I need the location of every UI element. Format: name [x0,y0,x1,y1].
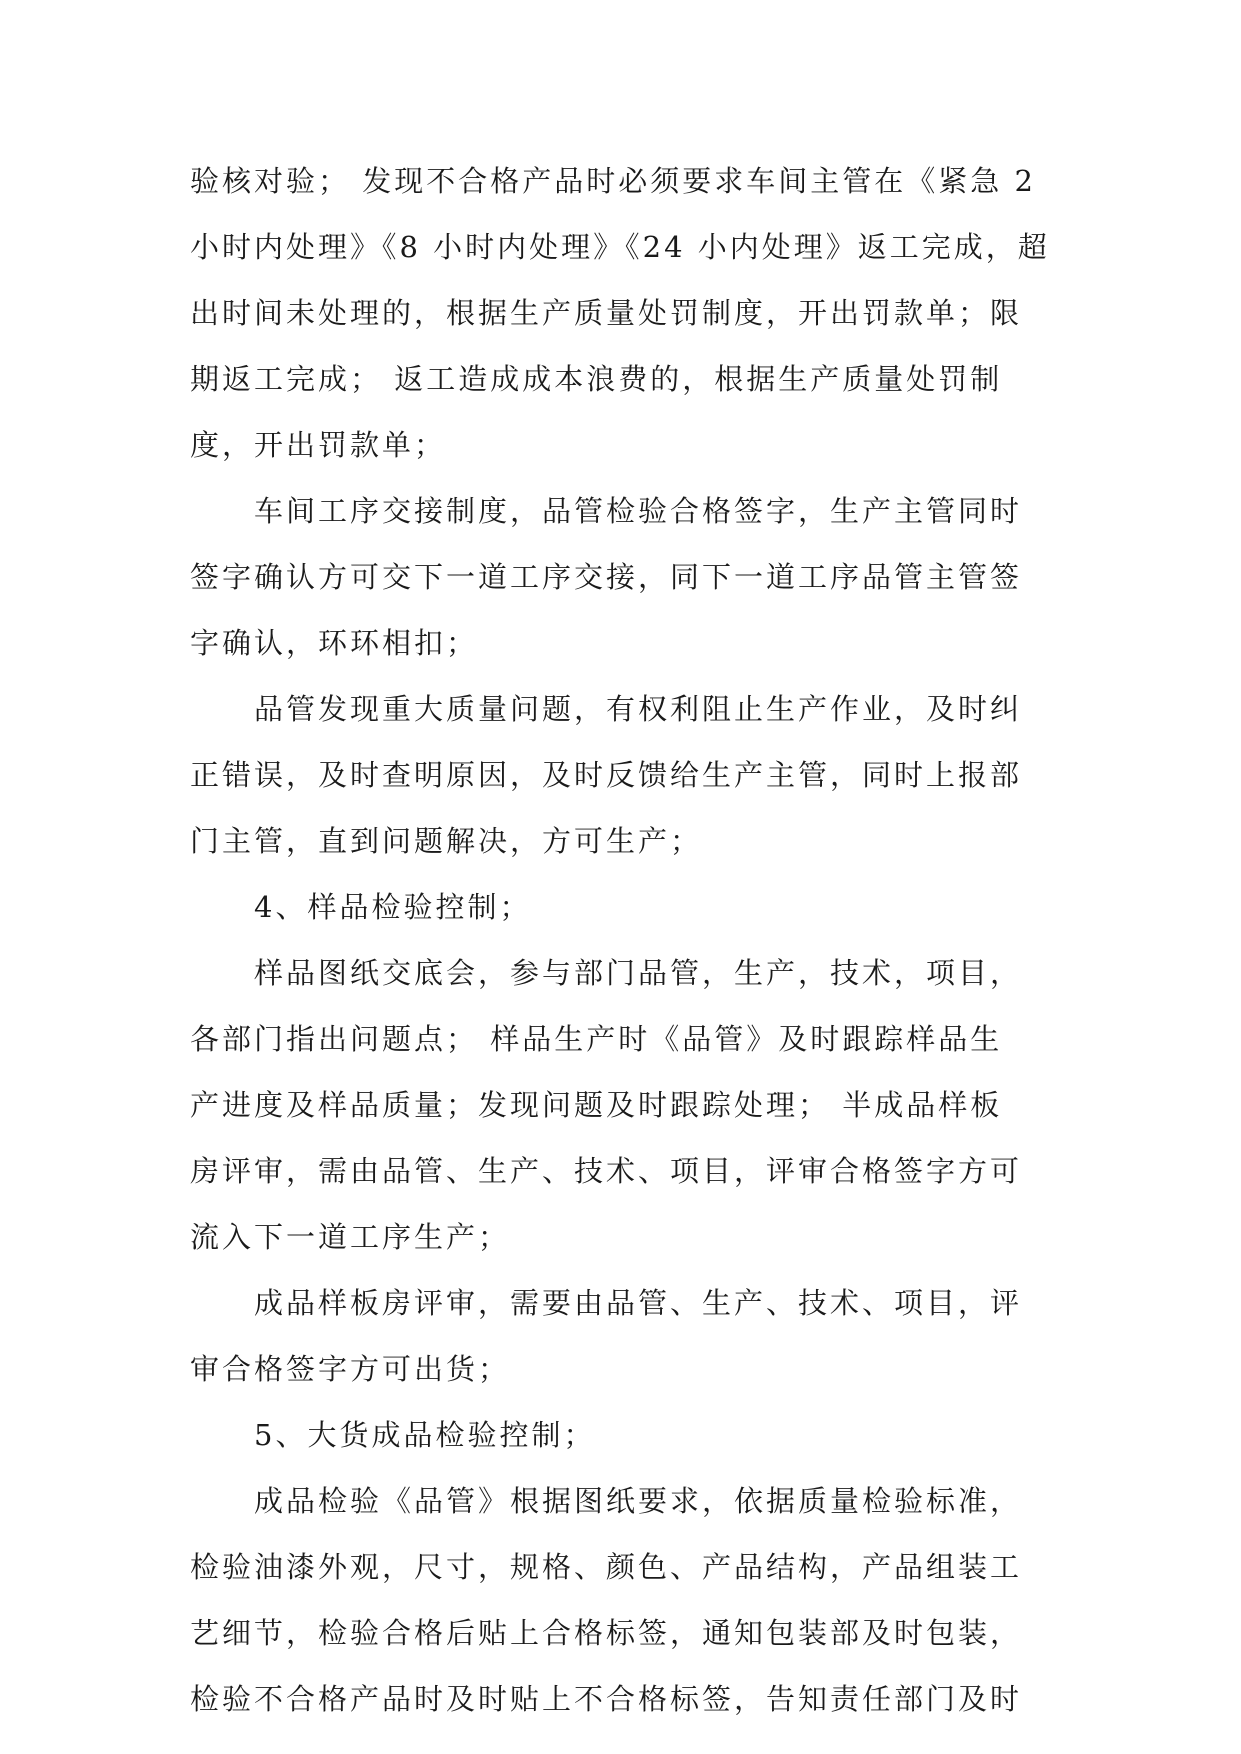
text-line: 度，开出罚款单； [190,428,447,462]
text-line: 5、大货成品检验控制； [254,1418,596,1452]
text-line: 样品图纸交底会，参与部门品管，生产，技术，项目， [254,956,1023,990]
text-line: 审合格签字方可出货； [190,1352,511,1386]
text-line: 正错误，及时查明原因，及时反馈给生产主管，同时上报部 [190,758,1023,792]
text-line: 字确认，环环相扣； [190,626,479,660]
text-line: 期返工完成； 返工造成成本浪费的，根据生产质量处罚制 [190,362,1003,396]
text-line: 验核对验； 发现不合格产品时必须要求车间主管在《紧急 2 [190,164,1036,198]
text-line: 出时间未处理的，根据生产质量处罚制度，开出罚款单；限 [190,296,1023,330]
text-line: 检验油漆外观，尺寸，规格、颜色、产品结构，产品组装工 [190,1550,1023,1584]
text-line: 车间工序交接制度，品管检验合格签字，生产主管同时 [254,494,1023,528]
text-line: 产进度及样品质量；发现问题及时跟踪处理； 半成品样板 [190,1088,1003,1122]
text-line: 4、样品检验控制； [254,890,532,924]
text-line: 各部门指出问题点； 样品生产时《品管》及时跟踪样品生 [190,1022,1003,1056]
text-line: 成品样板房评审，需要由品管、生产、技术、项目，评 [254,1286,1023,1320]
text-line: 成品检验《品管》根据图纸要求，依据质量检验标准， [254,1484,1023,1518]
text-line: 签字确认方可交下一道工序交接，同下一道工序品管主管签 [190,560,1023,594]
text-line: 流入下一道工序生产； [190,1220,511,1254]
text-line: 房评审，需由品管、生产、技术、项目，评审合格签字方可 [190,1154,1023,1188]
text-line: 检验不合格产品时及时贴上不合格标签，告知责任部门及时 [190,1682,1023,1716]
document-body [190,162,1060,1746]
text-line: 小时内处理》《8 小时内处理》《24 小内处理》返工完成，超 [190,230,1050,264]
text-line: 艺细节，检验合格后贴上合格标签，通知包装部及时包装， [190,1616,1023,1650]
text-line: 品管发现重大质量问题，有权利阻止生产作业，及时纠 [254,692,1023,726]
text-line: 门主管，直到问题解决，方可生产； [190,824,703,858]
